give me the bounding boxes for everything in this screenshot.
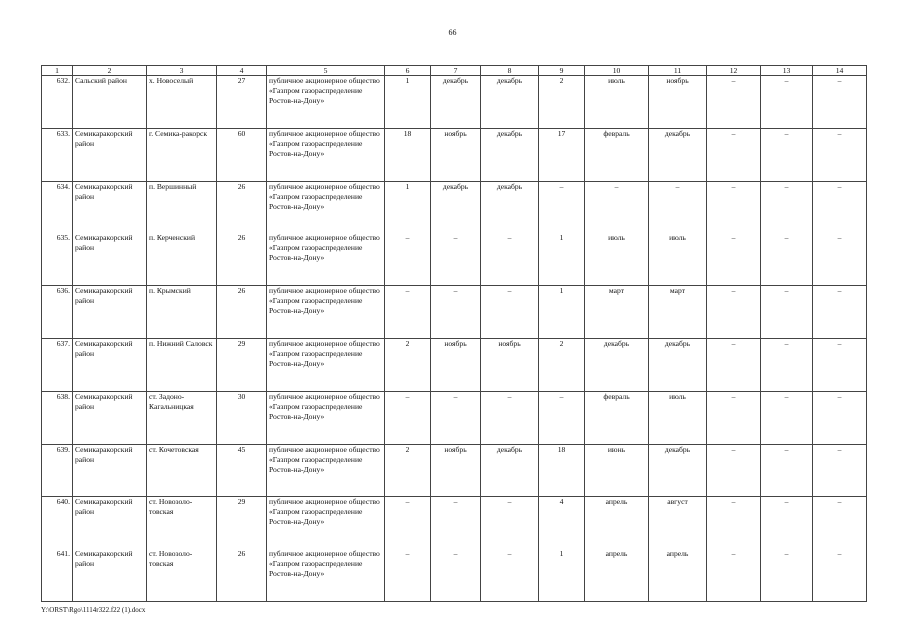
col8-cell: –	[481, 549, 539, 601]
col14-cell: –	[813, 444, 867, 497]
row-number: 640.	[42, 497, 73, 549]
col8-cell: –	[481, 286, 539, 339]
page-number: 66	[448, 28, 457, 37]
col8-cell: –	[481, 497, 539, 549]
col11-cell: апрель	[649, 549, 707, 601]
col10-cell: –	[585, 181, 649, 233]
table-row	[42, 444, 867, 497]
col7-cell: –	[431, 286, 481, 339]
col6-cell: –	[385, 233, 431, 285]
settlement-cell: ст. Кочетовская	[147, 444, 217, 497]
col10-cell: декабрь	[585, 338, 649, 391]
col10-cell: июль	[585, 76, 649, 129]
col8-cell: декабрь	[481, 181, 539, 233]
col11-cell: март	[649, 286, 707, 339]
col8-cell: –	[481, 391, 539, 444]
col9-cell: –	[539, 391, 585, 444]
col10-cell: март	[585, 286, 649, 339]
organization-cell: публичное акционерное общество «Газпром газораспределение Ростов-на-Дону»	[267, 444, 385, 497]
col9-cell: 2	[539, 76, 585, 129]
col4-cell: 45	[217, 444, 267, 497]
col4-cell: 30	[217, 391, 267, 444]
organization-cell: публичное акционерное общество «Газпром газораспределение Ростов-на-Дону»	[267, 286, 385, 339]
col6-cell: –	[385, 497, 431, 549]
col14-cell: –	[813, 338, 867, 391]
column-header: 3	[147, 66, 217, 76]
col9-cell: 17	[539, 128, 585, 181]
col14-cell: –	[813, 497, 867, 549]
col4-cell: 26	[217, 549, 267, 601]
col9-cell: 1	[539, 549, 585, 601]
col13-cell: –	[761, 549, 813, 601]
col10-cell: февраль	[585, 128, 649, 181]
settlement-cell: п. Керченский	[147, 233, 217, 285]
col7-cell: –	[431, 391, 481, 444]
col4-cell: 27	[217, 76, 267, 129]
col11-cell: ноябрь	[649, 76, 707, 129]
row-number: 636.	[42, 286, 73, 339]
col14-cell: –	[813, 286, 867, 339]
organization-cell: публичное акционерное общество «Газпром газораспределение Ростов-на-Дону»	[267, 497, 385, 549]
col13-cell: –	[761, 128, 813, 181]
col10-cell: февраль	[585, 391, 649, 444]
district-cell: Сальский район	[73, 76, 147, 129]
col13-cell: –	[761, 233, 813, 285]
settlement-cell: ст. Задоно-Кагальницкая	[147, 391, 217, 444]
settlement-cell: г. Семика-ракорск	[147, 128, 217, 181]
column-header: 7	[431, 66, 481, 76]
settlement-cell: ст. Новозоло-товская	[147, 497, 217, 549]
row-number: 641.	[42, 549, 73, 601]
col7-cell: –	[431, 233, 481, 285]
col6-cell: 1	[385, 76, 431, 129]
col12-cell: –	[707, 391, 761, 444]
settlement-cell: п. Крымский	[147, 286, 217, 339]
col11-cell: декабрь	[649, 128, 707, 181]
col11-cell: июль	[649, 233, 707, 285]
column-header: 5	[267, 66, 385, 76]
settlement-cell: п. Нижний Саловск	[147, 338, 217, 391]
col13-cell: –	[761, 444, 813, 497]
column-number-header	[42, 66, 867, 76]
column-header: 9	[539, 66, 585, 76]
col10-cell: апрель	[585, 549, 649, 601]
col12-cell: –	[707, 76, 761, 129]
col12-cell: –	[707, 338, 761, 391]
col12-cell: –	[707, 444, 761, 497]
col12-cell: –	[707, 497, 761, 549]
column-header: 14	[813, 66, 867, 76]
district-cell: Семикаракорский район	[73, 128, 147, 181]
column-header: 2	[73, 66, 147, 76]
organization-cell: публичное акционерное общество «Газпром газораспределение Ростов-на-Дону»	[267, 391, 385, 444]
col9-cell: 18	[539, 444, 585, 497]
settlement-cell: п. Вершинный	[147, 181, 217, 233]
col10-cell: июнь	[585, 444, 649, 497]
column-header: 6	[385, 66, 431, 76]
col6-cell: –	[385, 391, 431, 444]
col9-cell: 1	[539, 233, 585, 285]
col8-cell: декабрь	[481, 444, 539, 497]
col11-cell: июль	[649, 391, 707, 444]
district-cell: Семикаракорский район	[73, 497, 147, 549]
column-header: 4	[217, 66, 267, 76]
col6-cell: 2	[385, 444, 431, 497]
table-row	[42, 181, 867, 233]
district-cell: Семикаракорский район	[73, 444, 147, 497]
col11-cell: декабрь	[649, 338, 707, 391]
col4-cell: 60	[217, 128, 267, 181]
col8-cell: декабрь	[481, 128, 539, 181]
organization-cell: публичное акционерное общество «Газпром газораспределение Ростов-на-Дону»	[267, 338, 385, 391]
col4-cell: 26	[217, 181, 267, 233]
district-cell: Семикаракорский район	[73, 181, 147, 233]
col4-cell: 26	[217, 233, 267, 285]
col4-cell: 26	[217, 286, 267, 339]
col6-cell: 1	[385, 181, 431, 233]
col12-cell: –	[707, 128, 761, 181]
row-number: 634.	[42, 181, 73, 233]
col8-cell: ноябрь	[481, 338, 539, 391]
table-row	[42, 76, 867, 129]
col11-cell: август	[649, 497, 707, 549]
column-header: 13	[761, 66, 813, 76]
col13-cell: –	[761, 76, 813, 129]
col6-cell: –	[385, 286, 431, 339]
table-row	[42, 549, 867, 601]
col13-cell: –	[761, 497, 813, 549]
col9-cell: 1	[539, 286, 585, 339]
column-header: 11	[649, 66, 707, 76]
organization-cell: публичное акционерное общество «Газпром газораспределение Ростов-на-Дону»	[267, 76, 385, 129]
col12-cell: –	[707, 549, 761, 601]
col6-cell: 18	[385, 128, 431, 181]
organization-cell: публичное акционерное общество «Газпром газораспределение Ростов-на-Дону»	[267, 128, 385, 181]
row-number: 633.	[42, 128, 73, 181]
table-row	[42, 497, 867, 549]
col13-cell: –	[761, 181, 813, 233]
col12-cell: –	[707, 286, 761, 339]
settlement-cell: х. Новоселый	[147, 76, 217, 129]
col6-cell: –	[385, 549, 431, 601]
col7-cell: ноябрь	[431, 338, 481, 391]
col11-cell: –	[649, 181, 707, 233]
column-header: 8	[481, 66, 539, 76]
column-header: 10	[585, 66, 649, 76]
column-header: 12	[707, 66, 761, 76]
col4-cell: 29	[217, 338, 267, 391]
col7-cell: –	[431, 497, 481, 549]
col14-cell: –	[813, 76, 867, 129]
col10-cell: апрель	[585, 497, 649, 549]
district-cell: Семикаракорский район	[73, 338, 147, 391]
col12-cell: –	[707, 233, 761, 285]
table-row	[42, 128, 867, 181]
district-cell: Семикаракорский район	[73, 391, 147, 444]
col14-cell: –	[813, 128, 867, 181]
col14-cell: –	[813, 181, 867, 233]
organization-cell: публичное акционерное общество «Газпром газораспределение Ростов-на-Дону»	[267, 549, 385, 601]
col13-cell: –	[761, 391, 813, 444]
col4-cell: 29	[217, 497, 267, 549]
organization-cell: публичное акционерное общество «Газпром газораспределение Ростов-на-Дону»	[267, 181, 385, 233]
col8-cell: –	[481, 233, 539, 285]
col14-cell: –	[813, 233, 867, 285]
col13-cell: –	[761, 338, 813, 391]
col12-cell: –	[707, 181, 761, 233]
settlement-cell: ст. Новозоло-товская	[147, 549, 217, 601]
register-table	[41, 65, 867, 602]
col7-cell: декабрь	[431, 181, 481, 233]
col14-cell: –	[813, 549, 867, 601]
organization-cell: публичное акционерное общество «Газпром газораспределение Ростов-на-Дону»	[267, 233, 385, 285]
table-row	[42, 233, 867, 285]
table-row	[42, 391, 867, 444]
col13-cell: –	[761, 286, 813, 339]
row-number: 637.	[42, 338, 73, 391]
col6-cell: 2	[385, 338, 431, 391]
col9-cell: 2	[539, 338, 585, 391]
footer-file-path: Y:\ORST\Rgo\1114r322.f22 (1).docx	[41, 606, 146, 614]
column-header: 1	[42, 66, 73, 76]
col7-cell: ноябрь	[431, 128, 481, 181]
col7-cell: ноябрь	[431, 444, 481, 497]
col9-cell: –	[539, 181, 585, 233]
district-cell: Семикаракорский район	[73, 286, 147, 339]
row-number: 638.	[42, 391, 73, 444]
col7-cell: –	[431, 549, 481, 601]
table-row	[42, 338, 867, 391]
table-row	[42, 286, 867, 339]
col14-cell: –	[813, 391, 867, 444]
row-number: 632.	[42, 76, 73, 129]
col7-cell: декабрь	[431, 76, 481, 129]
col11-cell: декабрь	[649, 444, 707, 497]
district-cell: Семикаракорский район	[73, 549, 147, 601]
col9-cell: 4	[539, 497, 585, 549]
col8-cell: декабрь	[481, 76, 539, 129]
row-number: 635.	[42, 233, 73, 285]
row-number: 639.	[42, 444, 73, 497]
col10-cell: июль	[585, 233, 649, 285]
district-cell: Семикаракорский район	[73, 233, 147, 285]
